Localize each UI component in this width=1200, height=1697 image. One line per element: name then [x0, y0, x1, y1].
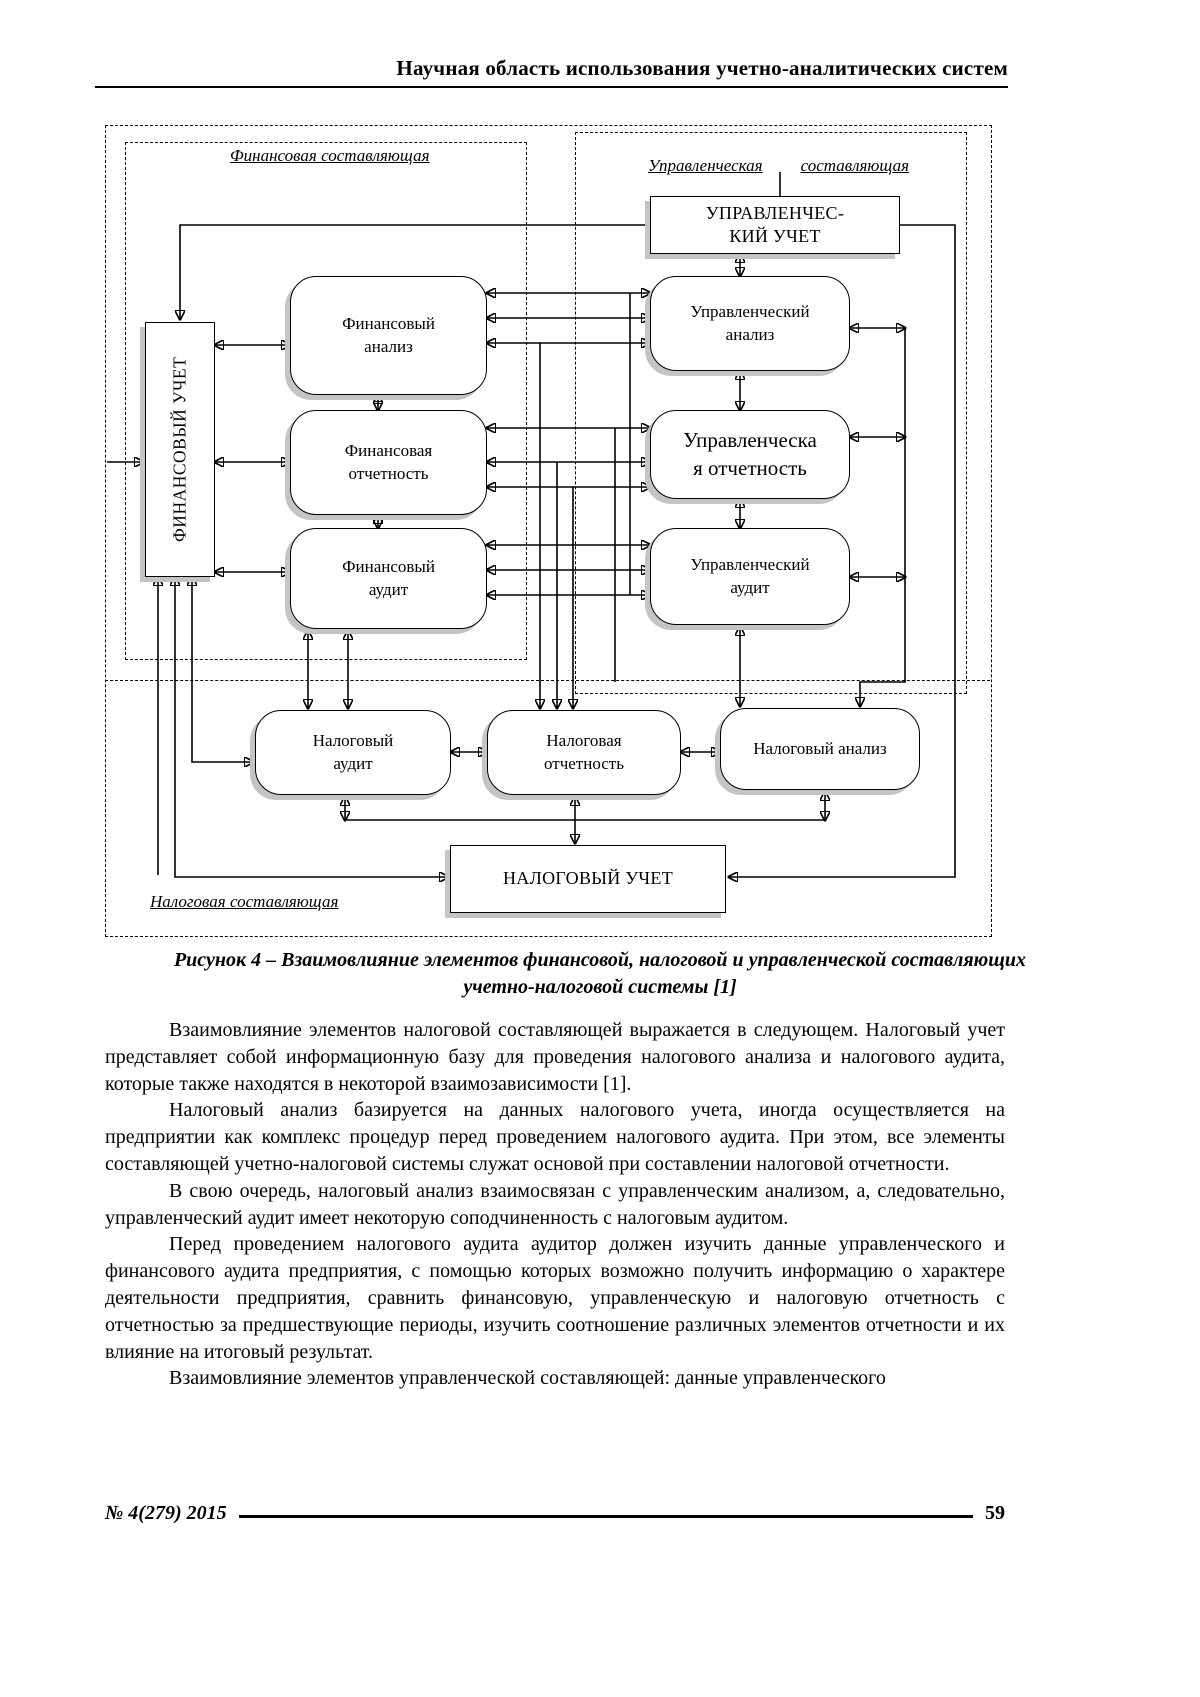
box-financial-accounting-label: ФИНАНСОВЫЙ УЧЕТ	[169, 356, 190, 543]
box-financial-analysis-label: Финансовый анализ	[342, 314, 435, 356]
box-financial-reporting-label: Финансовая отчетность	[344, 441, 433, 483]
box-tax-analysis	[720, 708, 920, 790]
management-region-label-word2: составляющая	[800, 156, 910, 175]
financial-region-label	[230, 146, 430, 166]
box-tax-accounting-label: НАЛОГОВЫЙ УЧЕТ	[503, 868, 673, 889]
figure-4-diagram	[0, 122, 1200, 937]
box-financial-audit-label: Финансовый аудит	[342, 557, 435, 599]
management-region-label	[648, 156, 909, 176]
footer-page-number: 59	[985, 1502, 1005, 1524]
financial-region-label-text: Финансовая составляющая	[230, 146, 430, 165]
footer-issue: № 4(279) 2015	[105, 1502, 227, 1524]
box-tax-accounting	[450, 845, 726, 913]
box-financial-analysis	[290, 276, 487, 395]
paragraph-5: Взаимовлияние элементов управленческой составляющей: данные управленческого	[169, 1367, 886, 1390]
paragraph-3: В свою очередь, налоговый анализ взаимосвязан с управленческим анализом, а, следовательно, управленческий аудит имеет некоторую соподчиненность с налоговым аудитом.	[105, 1179, 1005, 1229]
box-financial-accounting	[145, 322, 215, 577]
tax-region-label	[150, 892, 338, 912]
paragraph-1: Взаимовлияние элементов налоговой составляющей выражается в следующем. Налоговый учет представляет собой информационную базу для проведения налогового анализа и налогового аудита, которые также находятся в некоторой взаимозависимости [1].	[105, 1019, 1005, 1095]
box-management-audit	[650, 528, 850, 625]
footer-rule	[239, 1515, 973, 1518]
box-management-audit-label: Управленческий аудит	[690, 555, 810, 597]
box-tax-audit-label: Налоговый аудит	[312, 731, 394, 773]
box-management-analysis	[650, 276, 850, 371]
box-financial-audit	[290, 528, 487, 629]
box-management-analysis-label: Управленческий анализ	[690, 302, 810, 344]
paragraph-2: Налоговый анализ базируется на данных налогового учета, иногда осуществляется на предприятии как комплекс процедур перед проведением налогового аудита. При этом, все элементы составляющей учетно-налоговой системы служат основой при составлении налоговой отчетности.	[105, 1099, 1005, 1175]
box-management-accounting-label: УПРАВЛЕНЧЕС- КИЙ УЧЕТ	[705, 202, 845, 246]
figure-caption: Рисунок 4 – Взаимовлияние элементов финансовой, налоговой и управленческой составляющих учетно-налоговой системы [1]	[173, 949, 1027, 998]
box-management-reporting	[650, 410, 850, 499]
box-financial-reporting	[290, 410, 487, 515]
box-tax-analysis-label: Налоговый анализ	[753, 738, 887, 758]
running-head-title: Научная область использования учетно-аналитических систем	[396, 56, 1008, 80]
paragraph-4: Перед проведением налогового аудита аудитор должен изучить данные управленческого и финансового аудита предприятия, с помощью которых возможно получить информацию о характере деятельности предприятия, сравнить финансовую, управленческую и налоговую отчетность с отчетностью за предшествующие периоды, изучить соотношение различных элементов отчетности и их влияние на итоговый результат.	[105, 1233, 1005, 1363]
body-text	[105, 1017, 1005, 1392]
page-footer	[105, 1502, 1005, 1525]
box-management-reporting-label: Управленческа я отчетность	[683, 428, 817, 480]
box-tax-audit	[255, 710, 451, 795]
management-region-label-word1: Управленческая	[648, 156, 763, 175]
box-tax-reporting-label: Налоговая отчетность	[544, 731, 624, 773]
tax-region-label-text: Налоговая составляющая	[150, 892, 339, 911]
box-tax-reporting	[487, 710, 681, 795]
running-head	[95, 56, 1008, 88]
box-management-accounting	[650, 196, 900, 254]
